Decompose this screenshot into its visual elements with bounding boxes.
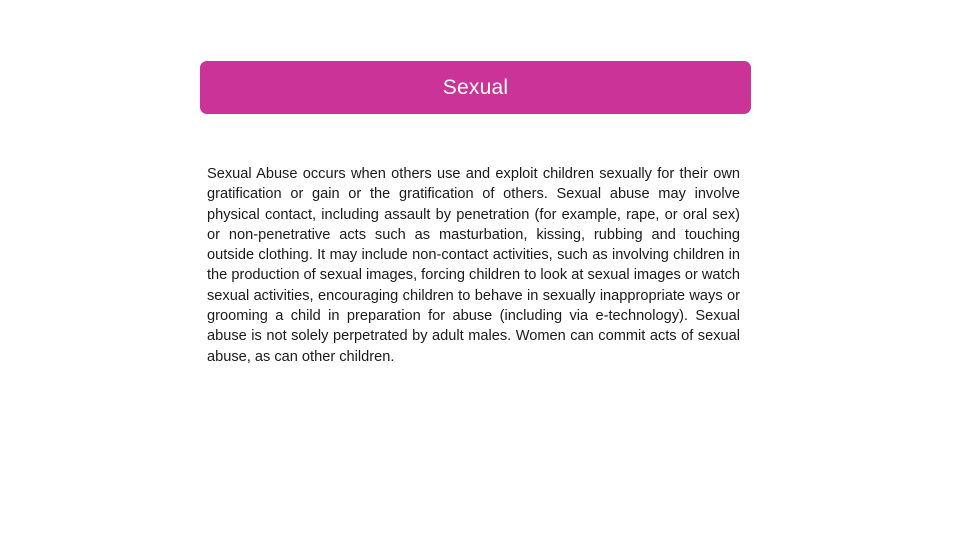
lead-term: Sexual Abuse <box>207 166 298 182</box>
slide-title: Sexual <box>442 75 509 99</box>
title-banner <box>200 61 751 114</box>
body-paragraph <box>207 164 740 367</box>
body-text: occurs when others use and exploit children sexually for their own gratification or gain or the gratification of others. Sexual abuse may involve physical contact, including assault by penetration (for example, rape, or oral sex) or non-penetrative acts such as masturbation, kissing, rubbing and touching outside clothing. It may include non-contact activities, such as involving children in the production of sexual images, forcing children to look at sexual images or watch sexual activities, encouraging children to behave in sexually inappropriate ways or grooming a child in preparation for abuse (including via e-technology). Sexual abuse is not solely perpetrated by adult males. Women can commit acts of sexual abuse, as can other children. <box>207 166 740 365</box>
